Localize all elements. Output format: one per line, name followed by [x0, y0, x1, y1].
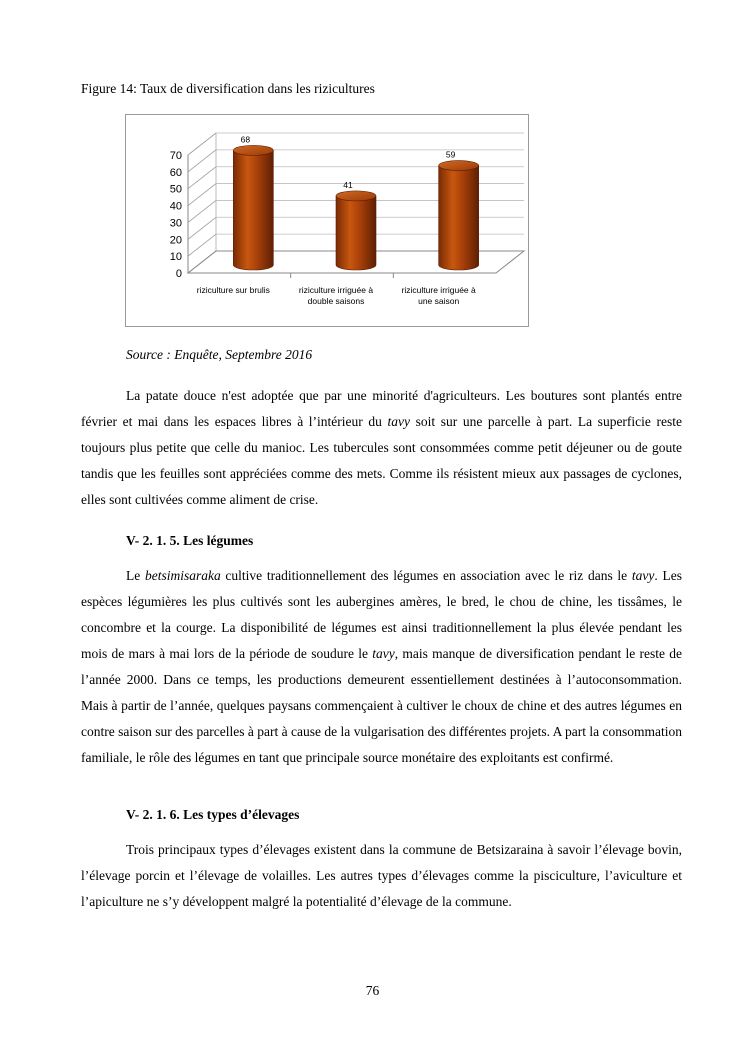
side-gridline	[188, 133, 216, 155]
bar-cylinder	[233, 150, 273, 270]
category-label: riziculture irriguée à	[298, 285, 374, 295]
paragraph-patate-douce: La patate douce n'est adoptée que par une minorité d'agriculteurs. Les boutures sont plantés entre février et mai dans les espaces libres à l’intérieur du tavy soit sur une parcelle à part. La superficie reste toujours plus petite que celle du manioc. Les tubercules sont consommées comme petit déjeuner ou de goute tandis que les feuilles sont appréciées comme des mets. Comme ils résistent mieux aux passages de cyclones, elles sont cultivées comme aliment de crise.	[81, 388, 683, 507]
category-label: riziculture irriguée à	[401, 285, 476, 295]
paragraph-elevages: Trois principaux types d’élevages existent dans la commune de Betsizaraina à savoir l’élevage bovin, l’élevage porcin et l’élevage de volailles. Les autres types d’élevages comme la pisciculture, l’aviculture et l’apiculture ne s’y développent malgré la potentialité d’élevage de la commune.	[81, 842, 682, 909]
data-label: 41	[343, 179, 353, 190]
data-label: 68	[240, 134, 251, 145]
bar-chart	[125, 114, 529, 327]
figure-caption: Figure 14: Taux de diversification dans les rizicultures	[81, 81, 375, 96]
side-gridline	[188, 234, 216, 256]
y-tick-label: 30	[169, 217, 182, 230]
y-tick-label: 50	[169, 183, 182, 196]
side-gridline	[188, 200, 216, 222]
side-gridline	[188, 217, 216, 239]
category-label: une saison	[418, 296, 460, 306]
y-tick-label: 70	[169, 150, 182, 162]
data-label: 59	[445, 149, 456, 160]
y-tick-label: 20	[169, 234, 182, 247]
page-number: 76	[365, 983, 380, 998]
y-tick-label: 60	[169, 166, 182, 179]
y-tick-label: 0	[175, 268, 182, 280]
bar-cylinder	[439, 166, 479, 270]
y-tick-label: 40	[169, 200, 182, 213]
category-label: riziculture sur brulis	[196, 285, 270, 295]
side-gridline	[188, 150, 216, 172]
bar-cylinder-top	[439, 161, 479, 171]
bar-cylinder	[336, 196, 376, 270]
y-tick-label: 10	[169, 251, 182, 264]
chart-svg	[126, 115, 528, 326]
category-label: double saisons	[307, 296, 365, 306]
bar-cylinder-top	[233, 145, 273, 155]
bar-cylinder-top	[336, 191, 376, 201]
side-gridline	[188, 184, 216, 206]
side-gridline	[188, 167, 216, 189]
section-heading-elevages: V- 2. 1. 6. Les types d’élevages	[126, 807, 300, 822]
figure-source: Source : Enquête, Septembre 2016	[126, 347, 313, 362]
section-heading-legumes: V- 2. 1. 5. Les légumes	[126, 533, 254, 548]
paragraph-legumes: Le betsimisaraka cultive traditionnellement des légumes en association avec le riz dans le tavy. Les espèces légumières les plus cultivés sont les aubergines amères, le bred, le chou de chine, les tissâmes, le concombre et la courge. La disponibilité de légumes est ainsi traditionnellement la plus élevée pendant les mois de mars à mai lors de la période de soudure le tavy, mais manque de diversification pendant le reste de l’année 2000. Dans ce temps, les productions demeurent essentiellement destinées à l’autoconsommation. Mais à partir de l’année, quelques paysans commençaient à cultiver le choux de chine et des autres légumes en contre saison sur des parcelles à part à cause de la vulgarisation des différentes projets. A part la consommation familiale, le rôle des légumes en tant que principale source monétaire des exploitants est confirmé.	[81, 568, 682, 765]
